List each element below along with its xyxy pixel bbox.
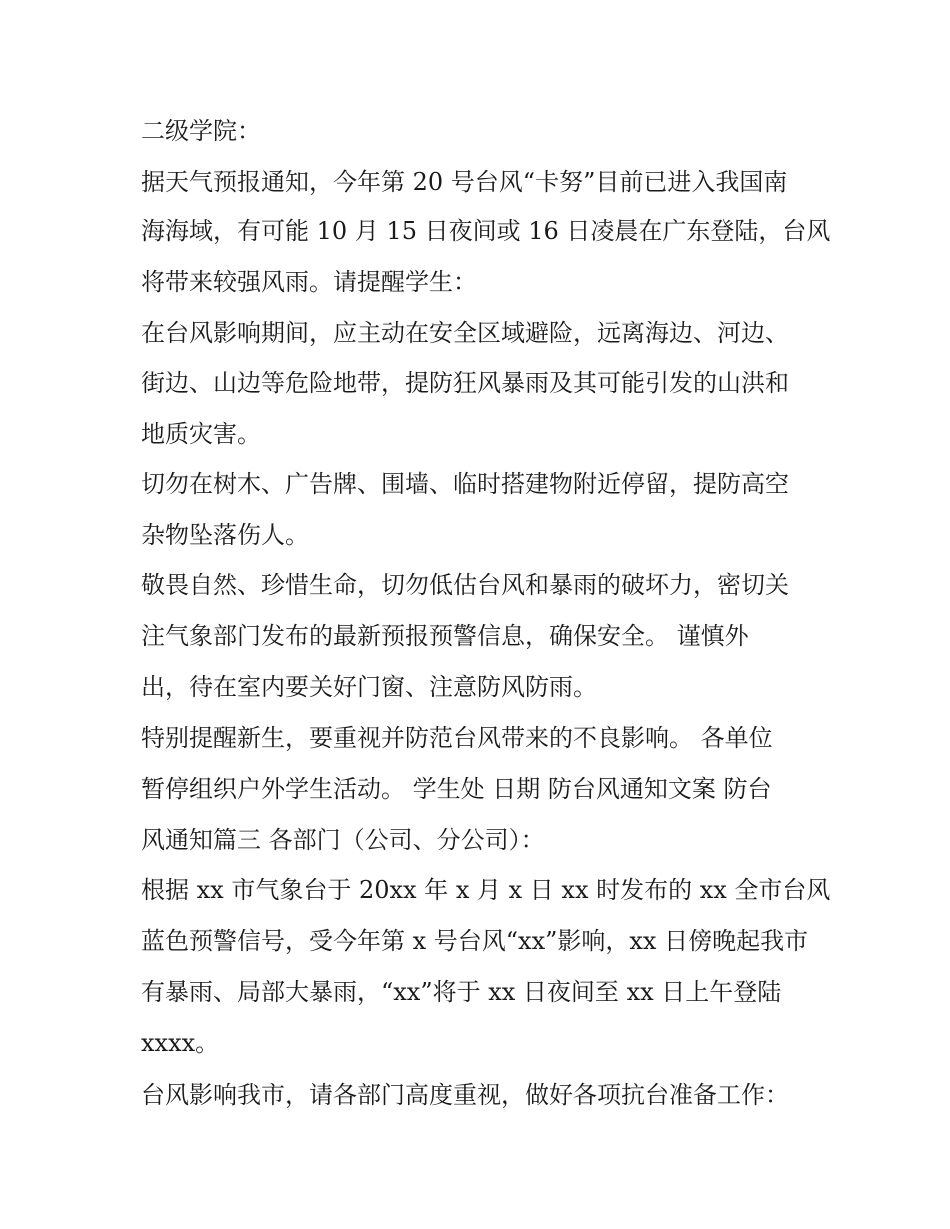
text-line: 地质灾害。: [141, 420, 261, 448]
text-line: 切勿在树木、广告牌、围墙、临时搭建物附近停留，提防高空: [141, 470, 789, 498]
text-line: 蓝色预警信号，受今年第 x 号台风“xx”影响，xx 日傍晚起我市: [141, 927, 809, 955]
text-line: 街边、山边等危险地带，提防狂风暴雨及其可能引发的山洪和: [141, 369, 789, 397]
text-line: 台风影响我市，请各部门高度重视，做好各项抗台准备工作：: [141, 1081, 789, 1109]
text-line: 根据 xx 市气象台于 20xx 年 x 月 x 日 xx 时发布的 xx 全市台风: [141, 876, 831, 904]
text-line: 特别提醒新生，要重视并防范台风带来的不良影响。 各单位: [141, 724, 773, 752]
text-line: 在台风影响期间，应主动在安全区域避险，远离海边、河边、: [141, 319, 789, 347]
text-line: 敬畏自然、珍惜生命，切勿低估台风和暴雨的破坏力，密切关: [141, 571, 789, 599]
text-line: 据天气预报通知，今年第 20 号台风“卡努”目前已进入我国南: [141, 168, 788, 196]
text-line: 有暴雨、局部大暴雨，“xx”将于 xx 日夜间至 xx 日上午登陆: [141, 978, 782, 1006]
text-line: 注气象部门发布的最新预报预警信息，确保安全。 谨慎外: [141, 622, 749, 650]
text-line: 暂停组织户外学生活动。 学生处 日期 防台风通知文案 防台: [141, 775, 772, 803]
text-line: 将带来较强风雨。请提醒学生：: [141, 268, 477, 296]
text-line: 出，待在室内要关好门窗、注意防风防雨。: [141, 673, 597, 701]
text-line: xxxx。: [141, 1029, 220, 1057]
text-line: 二级学院：: [141, 117, 261, 145]
text-line: 风通知篇三 各部门（公司、分公司）：: [141, 826, 545, 854]
text-line: 杂物坠落伤人。: [141, 521, 309, 549]
text-line: 海海域，有可能 10 月 15 日夜间或 16 日凌晨在广东登陆，台风: [141, 217, 831, 245]
